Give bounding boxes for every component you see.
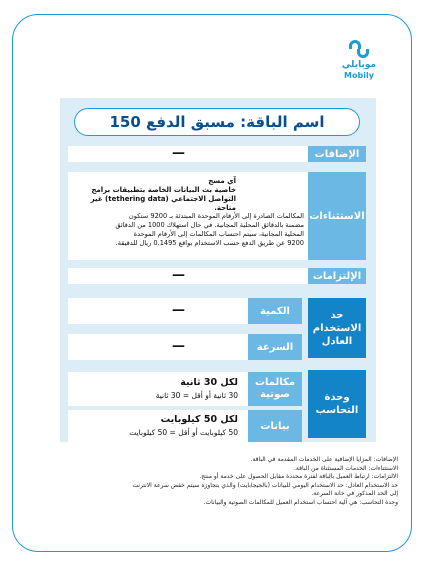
- billing-voice-label: مكالمات صوتية: [248, 372, 302, 406]
- billing-data-sub: 50 كيلوبايت أو أقل = 50 كيلوبايت: [129, 428, 238, 437]
- brand-name-ar: موبايلي: [341, 60, 377, 70]
- exclusion-9200-4: 9200 عن طريق الدفع حسب الاستخدام بواقع 0.1495 ريال للدقيقة.: [115, 239, 304, 247]
- note-fair-use-2: إلى الحد المذكور في خانة السرعة.: [311, 490, 398, 498]
- exclusions-label: الاستثناءات: [308, 172, 366, 260]
- note-commitments: الالتزامات: ارتباط العميل بالباقة لفترة محددة مقابل الحصول على خدمة أو منتج.: [199, 473, 398, 481]
- billing-unit-label: وحدة التحاسب: [308, 370, 366, 438]
- exclusion-tethering-2: التواصل الاجتماعي (tethering data) غير متاحة.: [90, 195, 236, 212]
- brand-name-en: Mobily: [344, 71, 374, 80]
- additions-value: —: [172, 146, 185, 161]
- commitments-label: الإلتزامات: [308, 268, 366, 284]
- commitments-value: —: [172, 268, 185, 283]
- exclusion-imessage: آي مسج: [208, 177, 236, 185]
- note-exclusions: الاستثناءات: الخدمات المستثناة من الباقة.: [294, 464, 398, 472]
- plan-title: اسم الباقة: مسبق الدفع 150: [74, 108, 360, 136]
- billing-voice-sub: 30 ثانية أو أقل = 30 ثانية: [155, 391, 238, 400]
- additions-value-box: [68, 146, 308, 162]
- exclusion-9200-2: مضمنة بالدقائق المحلية المجانية. في حال استهلاك 1000 من الدقائق: [115, 221, 304, 229]
- definitions-notes: [78, 456, 398, 508]
- note-billing-unit: وحدة التحاسب: هي آلية احتساب استخدام العميل للمكالمات الصوتية والبيانات.: [203, 498, 398, 506]
- billing-data-main: لكل 50 كيلوبايت: [160, 414, 238, 425]
- fair-use-quantity-value: —: [172, 303, 185, 318]
- note-additions: الإضافات: المزايا الإضافية على الخدمات المقدمة في الباقة.: [250, 456, 398, 463]
- exclusion-tethering-1: خاصية بث البيانات الخاصة بتطبيقات برامج: [91, 186, 236, 194]
- billing-voice-main: لكل 30 ثانية: [180, 377, 238, 388]
- billing-data-label: بيانات: [248, 410, 302, 442]
- fair-use-quantity-label: الكمية: [248, 298, 302, 324]
- mobily-logo-icon: [347, 40, 371, 58]
- exclusion-9200-1: المكالمات الصادرة إلى الأرقام الموحدة المبتدئة بـ 9200 ستكون: [128, 212, 304, 220]
- additions-label: الإضافات: [308, 146, 366, 162]
- fair-use-speed-value: —: [172, 339, 185, 354]
- fair-use-label: حد الاستخدام العادل: [308, 298, 366, 358]
- mobily-logo: [336, 40, 382, 80]
- fair-use-speed-value-box: [68, 334, 248, 360]
- fair-use-quantity-value-box: [68, 298, 248, 324]
- commitments-value-box: [68, 268, 308, 284]
- note-fair-use-1: حد الاستخدام العادل: حد الاستخدام اليومي للبيانات (بالجيجابايت) والذي بتجاوزه سيتم خفض سرعة الانترنت: [132, 481, 398, 489]
- exclusion-9200-3: المحلية المجانية، سيتم احتساب المكالمات إلى الأرقام الموحدة: [133, 230, 304, 238]
- fair-use-speed-label: السرعة: [248, 334, 302, 360]
